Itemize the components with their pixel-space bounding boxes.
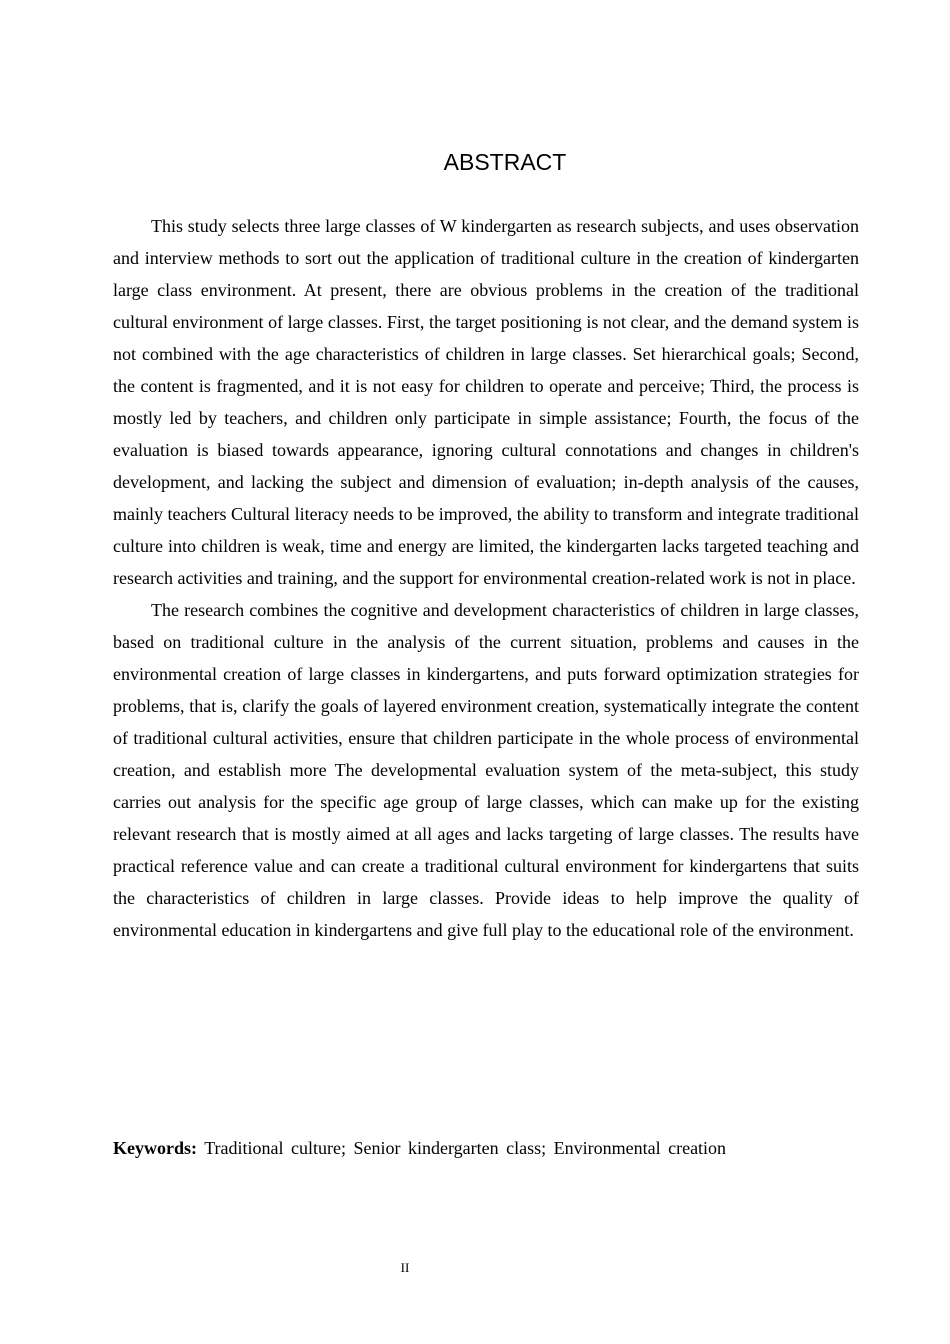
abstract-paragraph-1: This study selects three large classes of W kindergarten as research subjects, and uses observation and interview methods to sort out the application of traditional culture in the creation of kindergarten large class environment. At present, there are obvious problems in the creation of the traditional cultural environment of large classes. First, the target positioning is not clear, and the demand system is not combined with the age characteristics of children in large classes. Set hierarchical goals; Second, the content is fragmented, and it is not easy for children to operate and perceive; Third, the process is mostly led by teachers, and children only participate in simple assistance; Fourth, the focus of the evaluation is biased towards appearance, ignoring cultural connotations and changes in children's development, and lacking the subject and dimension of evaluation; in-depth analysis of the causes, mainly teachers Cultural literacy needs to be improved, the ability to transform and integrate traditional culture into children is weak, time and energy are limited, the kindergarten lacks targeted teaching and research activities and training, and the support for environmental creation-related work is not in place. — [113, 216, 859, 588]
page-number: II — [400, 1260, 410, 1275]
keywords-text: Traditional culture; Senior kindergarten class; Environmental creation — [204, 1138, 727, 1158]
abstract-body — [113, 210, 859, 946]
keywords-line — [113, 1132, 859, 1164]
abstract-title: ABSTRACT — [443, 149, 567, 175]
abstract-paragraph-2: The research combines the cognitive and development characteristics of children in large classes, based on traditional culture in the analysis of the current situation, problems and causes in the environmental creation of large classes in kindergartens, and puts forward optimization strategies for problems, that is, clarify the goals of layered environment creation, systematically integrate the content of traditional cultural activities, ensure that children participate in the whole process of environmental creation, and establish more The developmental evaluation system of the meta-subject, this study carries out analysis for the specific age group of large classes, which can make up for the existing relevant research that is mostly aimed at all ages and lacks targeting of large classes. The results have practical reference value and can create a traditional cultural environment for kindergartens that suits the characteristics of children in large classes. Provide ideas to help improve the quality of environmental education in kindergartens and give full play to the educational role of the environment. — [113, 600, 859, 940]
keywords-label: Keywords: — [113, 1138, 197, 1158]
